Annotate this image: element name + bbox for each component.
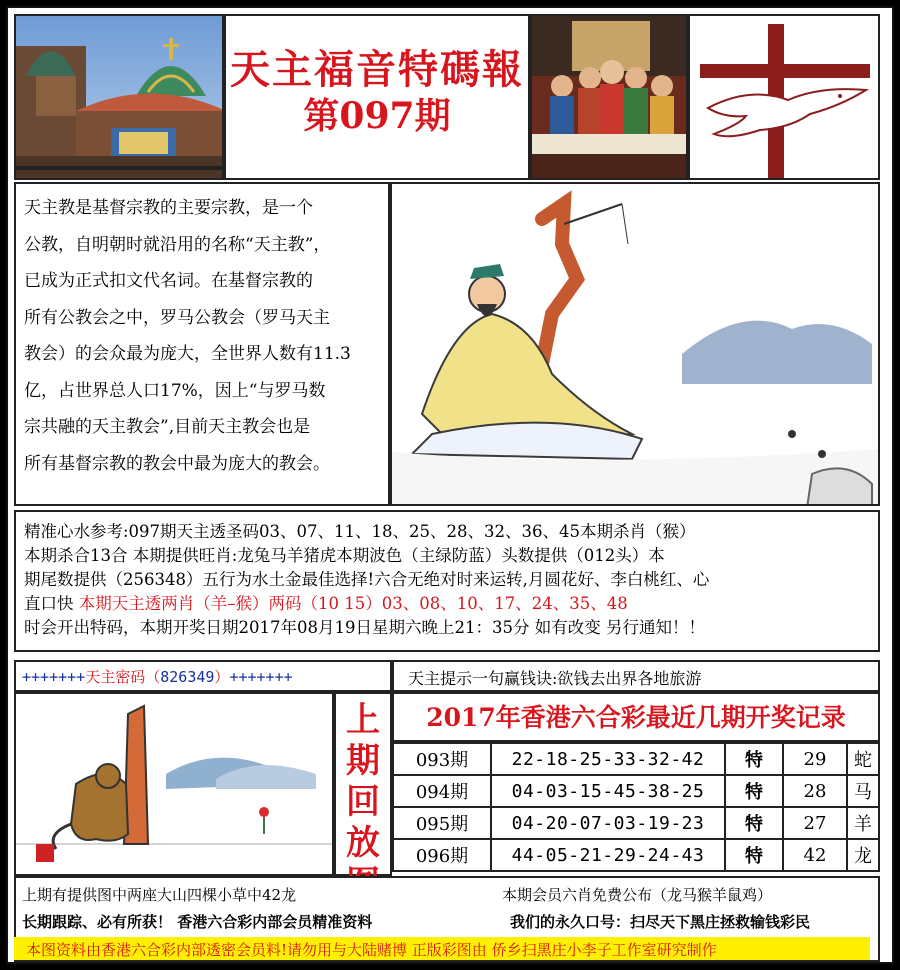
tip-box	[392, 660, 880, 692]
special-number: 29	[783, 743, 847, 775]
reference-text-box	[14, 510, 880, 652]
footer-banner-text: 本图资料由香港六合彩内部透密会员料!请勿用与大陆赌博 正版彩图由 侨乡扫黑庄小李子工作室研究制作	[26, 941, 717, 959]
reference-line-4	[24, 592, 709, 616]
reference-line-4-prefix: 直口快	[24, 594, 79, 613]
results-table	[392, 742, 880, 872]
result-period: 093期	[393, 743, 491, 775]
intro-line: 教会）的会众最为庞大，全世界人数有11.3	[24, 344, 351, 364]
reference-line-3: 期尾数提供（256348）五行为水土金最佳选择!六合无绝对时来运转,月圆花好、李白桃红、心	[24, 570, 710, 589]
special-number: 42	[783, 839, 847, 871]
footer-right-1: 本期会员六肖免费公布（龙马猴羊鼠鸡）	[502, 886, 773, 904]
church-photo	[14, 14, 224, 180]
result-period: 094期	[393, 775, 491, 807]
intro-line: 亿，占世界总人口17%，因上“与罗马数	[24, 380, 326, 401]
result-period: 096期	[393, 839, 491, 871]
result-numbers: 22-18-25-33-32-42	[491, 743, 725, 775]
reference-line-5: 时会开出特码，本期开奖日期2017年08月19日星期六晚上21：35分 如有改变 另行通知！！	[24, 618, 705, 637]
intro-line: 公教，自明朝时就沿用的名称“天主教”，	[24, 234, 331, 255]
footer-left-2: 长期跟踪、必有所获！ 香港六合彩内部会员精准资料	[22, 913, 373, 931]
replay-label-char: 回	[346, 782, 380, 822]
replay-label-char: 放	[346, 823, 380, 863]
reference-line-2: 本期杀合13合 本期提供旺肖:龙兔马羊猪虎本期波色（主绿防蓝）头数提供（012头）本	[24, 546, 665, 565]
replay-label-char: 期	[346, 741, 380, 781]
highlight-pick: 本期天主透两肖（羊–猴）两码（10 15）03、08、10、17、24、35、48	[78, 594, 628, 613]
replay-label-char: 上	[346, 700, 380, 740]
footer-left-1: 上期有提供图中两座大山四棵小草中42龙	[22, 886, 297, 904]
result-row	[393, 775, 879, 807]
special-label: 特	[725, 839, 783, 871]
secret-code-box	[14, 660, 392, 692]
header-title-box	[224, 14, 530, 180]
secret-suffix: +++++++	[229, 668, 293, 686]
result-row	[393, 807, 879, 839]
results-title: 2017年香港六合彩最近几期开奖记录	[426, 703, 846, 732]
special-label: 特	[725, 775, 783, 807]
intro-paragraph	[24, 190, 379, 482]
issue-number: 第097期	[303, 95, 451, 137]
reference-paragraph	[24, 520, 709, 640]
reference-line-1: 精准心水参考:097期天主透圣码03、07、11、18、25、28、32、36、45本期杀肖（猴）	[24, 522, 696, 541]
intro-line: 宗共融的天主教会”,目前天主教会也是	[24, 417, 311, 437]
secret-close: ）	[214, 668, 230, 686]
newspaper-title: 天主福音特碼報	[230, 46, 524, 93]
result-row	[393, 743, 879, 775]
secret-label: 天主密码（	[85, 668, 161, 686]
zodiac: 蛇	[847, 743, 879, 775]
zodiac: 羊	[847, 807, 879, 839]
dog-stump-illustration	[14, 692, 334, 876]
result-numbers: 04-03-15-45-38-25	[491, 775, 725, 807]
special-number: 27	[783, 807, 847, 839]
footer-right-2: 我们的永久口号：扫尽天下黑庄拯救输钱彩民	[510, 913, 811, 931]
last-supper-painting	[530, 14, 688, 180]
secret-code: 826349	[160, 668, 215, 686]
replay-label-text	[336, 700, 390, 905]
fishing-scholar-illustration	[390, 182, 880, 506]
replay-label	[336, 700, 390, 905]
intro-line: 天主教是基督宗教的主要宗教，是一个	[24, 198, 313, 218]
result-numbers: 44-05-21-29-24-43	[491, 839, 725, 871]
secret-prefix: +++++++	[22, 668, 86, 686]
secret-code-line	[22, 666, 293, 687]
cross-and-dove-image	[688, 14, 880, 180]
special-number: 28	[783, 775, 847, 807]
zodiac: 马	[847, 775, 879, 807]
footer-banner	[14, 937, 870, 960]
result-row	[393, 839, 879, 871]
special-label: 特	[725, 743, 783, 775]
result-period: 095期	[393, 807, 491, 839]
winning-tip: 天主提示一句赢钱诀:欲钱去出界各地旅游	[408, 669, 702, 688]
intro-text-box	[14, 182, 390, 506]
result-numbers: 04-20-07-03-19-23	[491, 807, 725, 839]
special-label: 特	[725, 807, 783, 839]
intro-line: 所有基督宗教的教会中最为庞大的教会。	[24, 453, 330, 474]
intro-line: 已成为正式扣文代名词。在基督宗教的	[24, 271, 313, 291]
results-title-box	[392, 692, 880, 742]
intro-line: 所有公教会之中，罗马公教会（罗马天主	[24, 307, 330, 328]
zodiac: 龙	[847, 839, 879, 871]
replay-label-box	[334, 692, 392, 876]
